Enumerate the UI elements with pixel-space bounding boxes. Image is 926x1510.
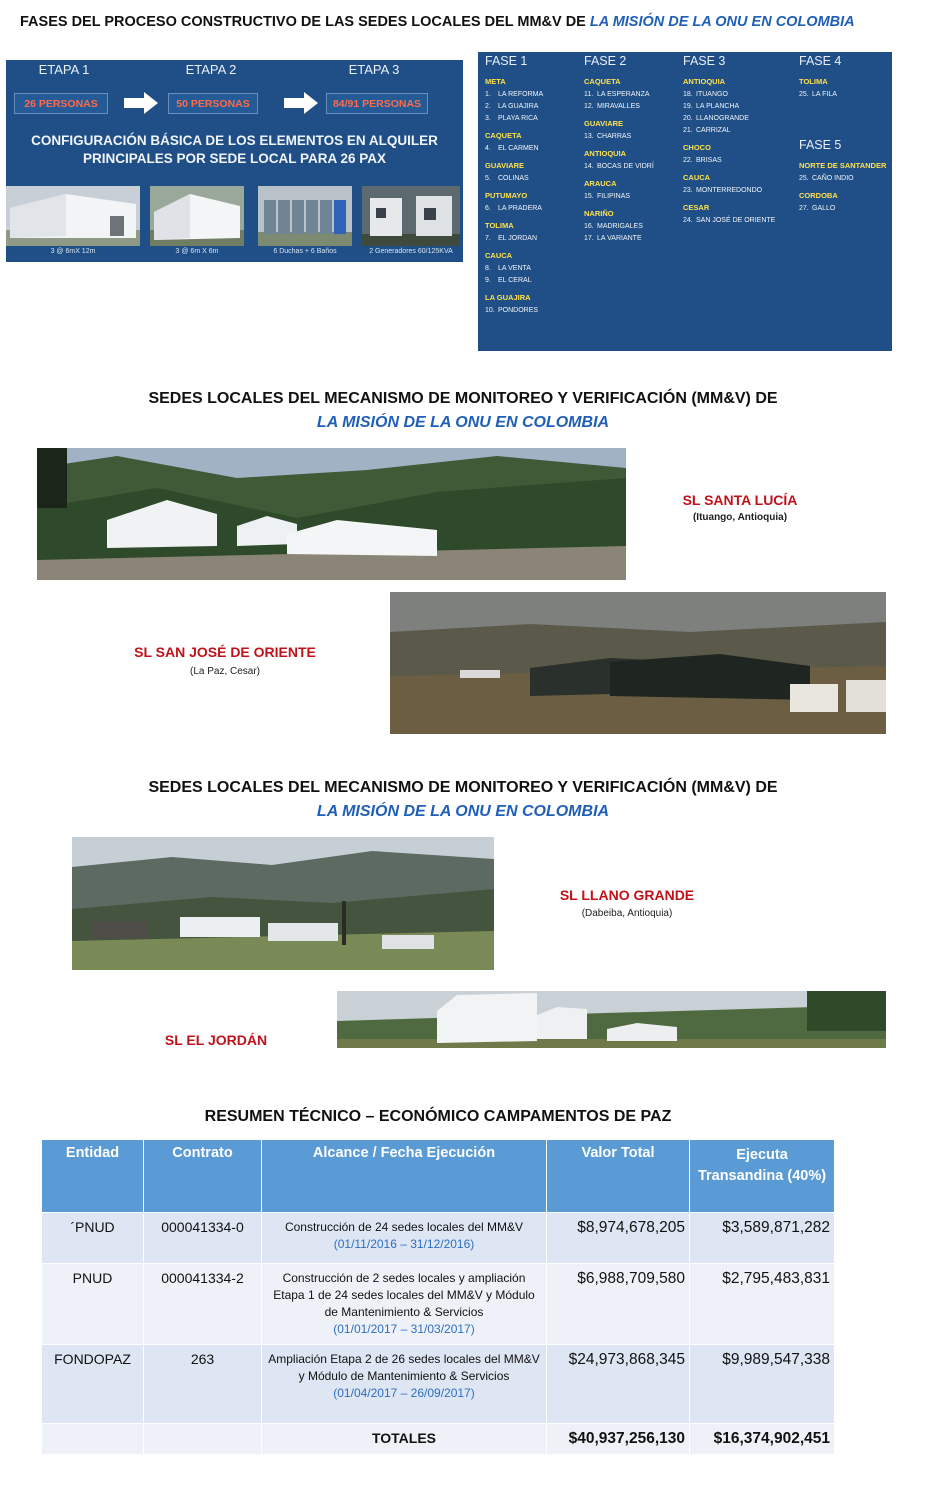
site-item: 13. CHARRAS [584, 133, 632, 140]
alcance-dates: (01/11/2016 – 31/12/2016) [333, 1237, 475, 1251]
region-name: TOLIMA [799, 77, 828, 86]
photo-caption: 2 Generadores 60/125KVA [369, 248, 453, 255]
etapa-3-label: ETAPA 3 [348, 62, 400, 77]
totals-row [42, 1424, 835, 1455]
region-name: META [485, 77, 506, 86]
etapa-1-label: ETAPA 1 [38, 62, 90, 77]
site-item: 2. LA GUAJIRA [485, 103, 539, 110]
summary-table [42, 1140, 835, 1454]
section-heading-line2: LA MISIÓN DE LA ONU EN COLOMBIA [316, 803, 610, 820]
site-name-el-jordan: SL EL JORDÁN [164, 1032, 268, 1048]
site-name-san-jose: SL SAN JOSÉ DE ORIENTE [134, 644, 316, 660]
site-location: (La Paz, Cesar) [189, 666, 261, 677]
table-row [42, 1213, 835, 1264]
section-heading-line2: LA MISIÓN DE LA ONU EN COLOMBIA [316, 414, 610, 431]
site-item: 25. LA FILA [799, 91, 837, 98]
site-item: 16. MADRIGALES [584, 223, 643, 230]
config-heading-line1: CONFIGURACIÓN BÁSICA DE LOS ELEMENTOS EN ALQUILER [31, 133, 438, 148]
region-name: CAQUETA [485, 131, 522, 140]
fase-4-column [799, 52, 886, 212]
config-heading [6, 132, 463, 168]
cell-ejecuta: $2,795,483,831 [690, 1264, 835, 1345]
section-heading-line1: SEDES LOCALES DEL MECANISMO DE MONITOREO Y VERIFICACIÓN (MM&V) DE [148, 779, 778, 796]
cell-contrato: 000041334-0 [144, 1213, 262, 1264]
site-item: 22. BRISAS [683, 157, 722, 164]
section-heading-line1: SEDES LOCALES DEL MECANISMO DE MONITOREO Y VERIFICACIÓN (MM&V) DE [148, 390, 778, 407]
fase-title: FASE 5 [799, 138, 842, 152]
arrow-right-icon [284, 92, 318, 114]
region-name: NARIÑO [584, 209, 614, 218]
site-name-santa-lucia: SL SANTA LUCÍA [682, 492, 798, 508]
region-name: ANTIOQUIA [584, 149, 627, 158]
region-name: CAUCA [485, 251, 513, 260]
etapas-panel [6, 60, 463, 262]
el-jordan-photo [337, 991, 886, 1048]
table-title: RESUMEN TÉCNICO – ECONÓMICO CAMPAMENTOS DE PAZ [204, 1108, 672, 1125]
site-location: (Dabeiba, Antioquia) [581, 908, 673, 919]
site-item: 15. FILIPINAS [584, 193, 631, 200]
san-jose-photo [390, 592, 886, 734]
cell-contrato: 000041334-2 [144, 1264, 262, 1345]
region-name: PUTUMAYO [485, 191, 528, 200]
site-item: 6. LA PRADERA [485, 205, 542, 212]
llano-grande-photo [72, 837, 494, 970]
site-item: 5. COLINAS [485, 175, 529, 182]
region-name: CAUCA [683, 173, 711, 182]
fase-title: FASE 1 [485, 54, 528, 68]
region-name: CESAR [683, 203, 710, 212]
region-name: NORTE DE SANTANDER [799, 161, 887, 170]
cell-entidad: FONDOPAZ [42, 1345, 144, 1424]
arrow-right-icon [124, 92, 158, 114]
totals-ejecuta: $16,374,902,451 [690, 1424, 835, 1455]
region-name: GUAVIARE [485, 161, 525, 170]
santa-lucia-photo [37, 448, 626, 580]
region-name: ANTIOQUIA [683, 77, 726, 86]
cell-ejecuta: $3,589,871,282 [690, 1213, 835, 1264]
site-item: 14. BOCAS DE VIDRÍ [584, 163, 654, 170]
site-item: 4. EL CARMEN [485, 145, 539, 152]
photo-caption: 3 @ 6mX 12m [50, 248, 96, 255]
page-title [20, 14, 910, 30]
cell-ejecuta: $9,989,547,338 [690, 1345, 835, 1424]
region-name: CHOCO [683, 143, 711, 152]
table-row [42, 1264, 835, 1345]
site-item: 21. CARRIZAL [683, 127, 731, 134]
section-heading [0, 776, 926, 824]
totals-label: TOTALES [262, 1424, 547, 1455]
region-name: LA GUAJIRA [485, 293, 531, 302]
table-header-row [42, 1140, 835, 1213]
etapa-2-personas: 50 PERSONAS [168, 93, 258, 114]
cell-entidad: ´PNUD [42, 1213, 144, 1264]
site-item: 12. MIRAVALLES [584, 103, 640, 110]
alcance-text: Construcción de 2 sedes locales y ampliación Etapa 1 de 24 sedes locales del MM&V y Módulo de Mantenimiento & Servicios [273, 1271, 535, 1319]
page-title-highlight: LA MISIÓN DE LA ONU EN COLOMBIA [589, 14, 855, 30]
alcance-dates: (01/01/2017 – 31/03/2017) [333, 1322, 475, 1336]
cell-valor: $6,988,709,580 [547, 1264, 690, 1345]
site-item: 1. LA REFORMA [485, 91, 544, 98]
region-name: GUAVIARE [584, 119, 624, 128]
config-heading-line2: PRINCIPALES POR SEDE LOCAL PARA 26 PAX [82, 151, 387, 166]
header-entidad: Entidad [42, 1140, 144, 1213]
header-valor: Valor Total [547, 1140, 690, 1213]
site-location: (Ituango, Antioquia) [692, 512, 788, 523]
fase-1-column [485, 52, 543, 314]
fase-3-column [683, 52, 775, 224]
region-name: TOLIMA [485, 221, 514, 230]
etapa-1-personas: 26 PERSONAS [14, 93, 108, 114]
site-item: 9. EL CERAL [485, 277, 532, 284]
header-contrato: Contrato [144, 1140, 262, 1213]
site-item: 27. GALLO [799, 205, 836, 212]
generators-photo [362, 186, 460, 246]
fase-title: FASE 2 [584, 54, 627, 68]
region-name: CORDOBA [799, 191, 838, 200]
portable-toilets-photo [258, 186, 352, 246]
totals-valor: $40,937,256,130 [547, 1424, 690, 1455]
header-ejecuta: Ejecuta Transandina (40%) [690, 1140, 835, 1213]
site-item: 19. LA PLANCHA [683, 103, 740, 110]
cell-entidad: PNUD [42, 1264, 144, 1345]
tent-large-photo [6, 186, 140, 246]
fases-panel [478, 52, 892, 351]
site-item: 18. ITUANGO [683, 91, 728, 98]
cell-empty [144, 1424, 262, 1455]
cell-alcance [262, 1264, 547, 1345]
alcance-text: Construcción de 24 sedes locales del MM&V [284, 1220, 524, 1234]
site-name-llano-grande: SL LLANO GRANDE [559, 887, 695, 903]
cell-empty [42, 1424, 144, 1455]
alcance-text: Ampliación Etapa 2 de 26 sedes locales del MM&V y Módulo de Mantenimiento & Servicios [268, 1352, 540, 1383]
cell-valor: $24,973,868,345 [547, 1345, 690, 1424]
site-item: 20. LLANOGRANDE [683, 115, 749, 122]
site-item: 23. MONTERREDONDO [683, 187, 763, 194]
site-item: 8. LA VENTA [485, 265, 531, 272]
site-item: 24. SAN JOSÉ DE ORIENTE [683, 217, 776, 224]
photo-caption: 6 Duchas + 6 Baños [273, 248, 337, 255]
cell-alcance [262, 1213, 547, 1264]
etapa-2-label: ETAPA 2 [185, 62, 237, 77]
header-alcance: Alcance / Fecha Ejecución [262, 1140, 547, 1213]
cell-valor: $8,974,678,205 [547, 1213, 690, 1264]
site-item: 25. CAÑO INDIO [799, 175, 854, 182]
cell-alcance [262, 1345, 547, 1424]
section-heading [0, 387, 926, 435]
region-name: ARAUCA [584, 179, 617, 188]
cell-contrato: 263 [144, 1345, 262, 1424]
photo-caption: 3 @ 6m X 6m [175, 248, 219, 255]
site-item: 7. EL JORDAN [485, 235, 538, 242]
fase-title: FASE 3 [683, 54, 726, 68]
site-item: 10. PONDORES [485, 307, 539, 314]
table-row [42, 1345, 835, 1424]
fase-2-column [584, 52, 654, 242]
etapa-3-personas: 84/91 PERSONAS [326, 93, 428, 114]
page-title-text: FASES DEL PROCESO CONSTRUCTIVO DE LAS SEDES LOCALES DEL MM&V DE [20, 14, 590, 30]
site-item: 11. LA ESPERANZA [584, 91, 650, 98]
site-item: 17. LA VARIANTE [584, 235, 642, 242]
alcance-dates: (01/04/2017 – 26/09/2017) [333, 1386, 475, 1400]
fase-title: FASE 4 [799, 54, 842, 68]
region-name: CAQUETA [584, 77, 621, 86]
tent-medium-photo [150, 186, 244, 246]
site-item: 3. PLAYA RICA [485, 115, 538, 122]
